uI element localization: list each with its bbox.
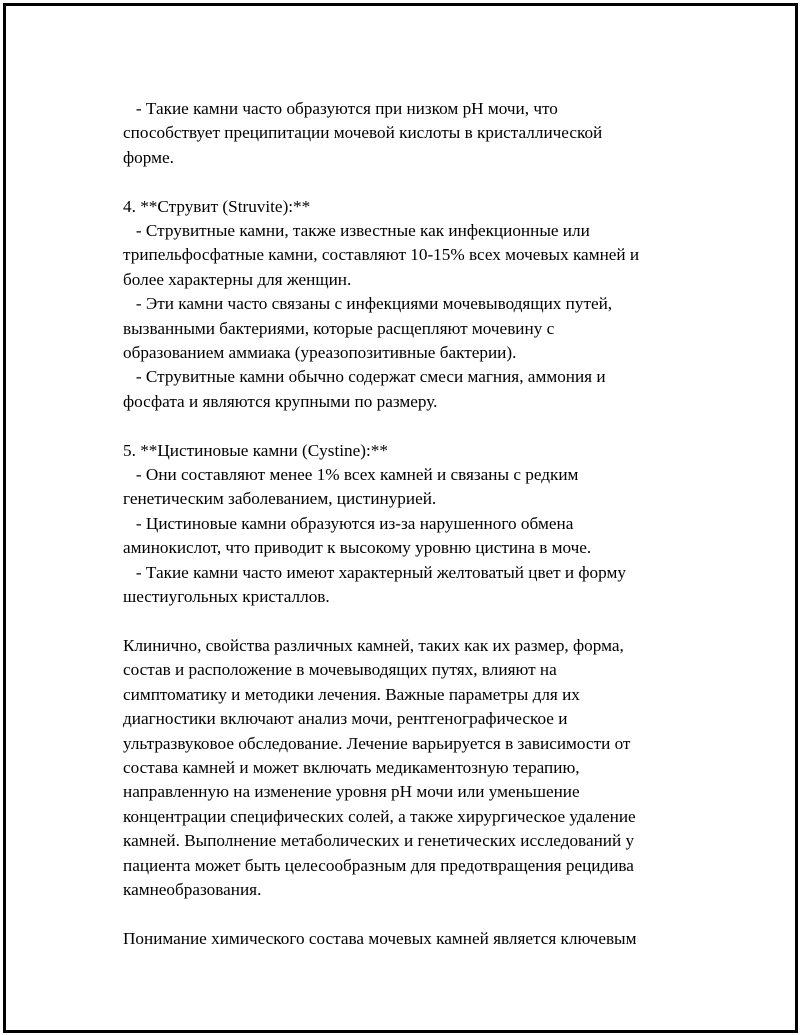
paragraph-uric-acid-continuation <box>123 97 693 170</box>
section-heading: 4. **Струвит (Struvite):** <box>123 196 311 216</box>
text-line: Понимание химического состава мочевых камней является ключевым <box>123 928 637 948</box>
section-struvite <box>123 195 693 415</box>
text-line: - Струвитные камни обычно содержат смеси магния, аммония и <box>123 367 606 387</box>
section-cystine <box>123 439 693 610</box>
text-line: камнеобразования. <box>123 879 262 899</box>
text-line: диагностики включают анализ мочи, рентгенографическое и <box>123 709 568 729</box>
text-line: симптоматику и методики лечения. Важные параметры для их <box>123 684 580 704</box>
paragraph-gap <box>123 610 693 634</box>
paragraph-gap <box>123 902 693 926</box>
text-line: - Такие камни часто имеют характерный желтоватый цвет и форму <box>123 562 626 582</box>
page-frame <box>3 3 798 1033</box>
text-line: шестиугольных кристаллов. <box>123 587 330 607</box>
text-line: - Эти камни часто связаны с инфекциями мочевыводящих путей, <box>123 294 613 314</box>
text-line: - Они составляют менее 1% всех камней и связаны с редким <box>123 465 579 485</box>
text-line: вызванными бактериями, которые расщепляют мочевину с <box>123 318 555 338</box>
section-heading: 5. **Цистиновые камни (Cystine):** <box>123 440 388 460</box>
text-line: ультразвуковое обследование. Лечение варьируется в зависимости от <box>123 733 631 753</box>
paragraph-conclusion <box>123 927 693 951</box>
text-line: - Струвитные камни, также известные как инфекционные или <box>123 221 590 241</box>
text-line: фосфата и являются крупными по размеру. <box>123 391 438 411</box>
text-line: направленную на изменение уровня pH мочи или уменьшение <box>123 782 580 802</box>
text-line: более характерны для женщин. <box>123 269 352 289</box>
text-line: состав и расположение в мочевыводящих путях, влияют на <box>123 660 557 680</box>
text-line: состава камней и может включать медикаментозную терапию, <box>123 757 580 777</box>
text-line: камней. Выполнение метаболических и генетических исследований у <box>123 831 635 851</box>
text-line: Клинично, свойства различных камней, таких как их размер, форма, <box>123 635 624 655</box>
text-line: генетическим заболеванием, цистинурией. <box>123 489 437 509</box>
text-line: образованием аммиака (уреазопозитивные бактерии). <box>123 343 517 363</box>
text-line: пациента может быть целесообразным для предотвращения рецидива <box>123 855 634 875</box>
text-line: трипельфосфатные камни, составляют 10-15% всех мочевых камней и <box>123 245 640 265</box>
paragraph-clinical <box>123 634 693 902</box>
text-line: аминокислот, что приводит к высокому уровню цистина в моче. <box>123 538 592 558</box>
text-line: форме. <box>123 147 174 167</box>
text-line: - Цистиновые камни образуются из-за нарушенного обмена <box>123 513 574 533</box>
text-line: способствует преципитации мочевой кислоты в кристаллической <box>123 123 603 143</box>
paragraph-gap <box>123 414 693 438</box>
text-line: концентрации специфических солей, а также хирургическое удаление <box>123 806 636 826</box>
document-body <box>123 97 693 951</box>
text-line: - Такие камни часто образуются при низком pH мочи, что <box>123 99 558 118</box>
paragraph-gap <box>123 170 693 194</box>
